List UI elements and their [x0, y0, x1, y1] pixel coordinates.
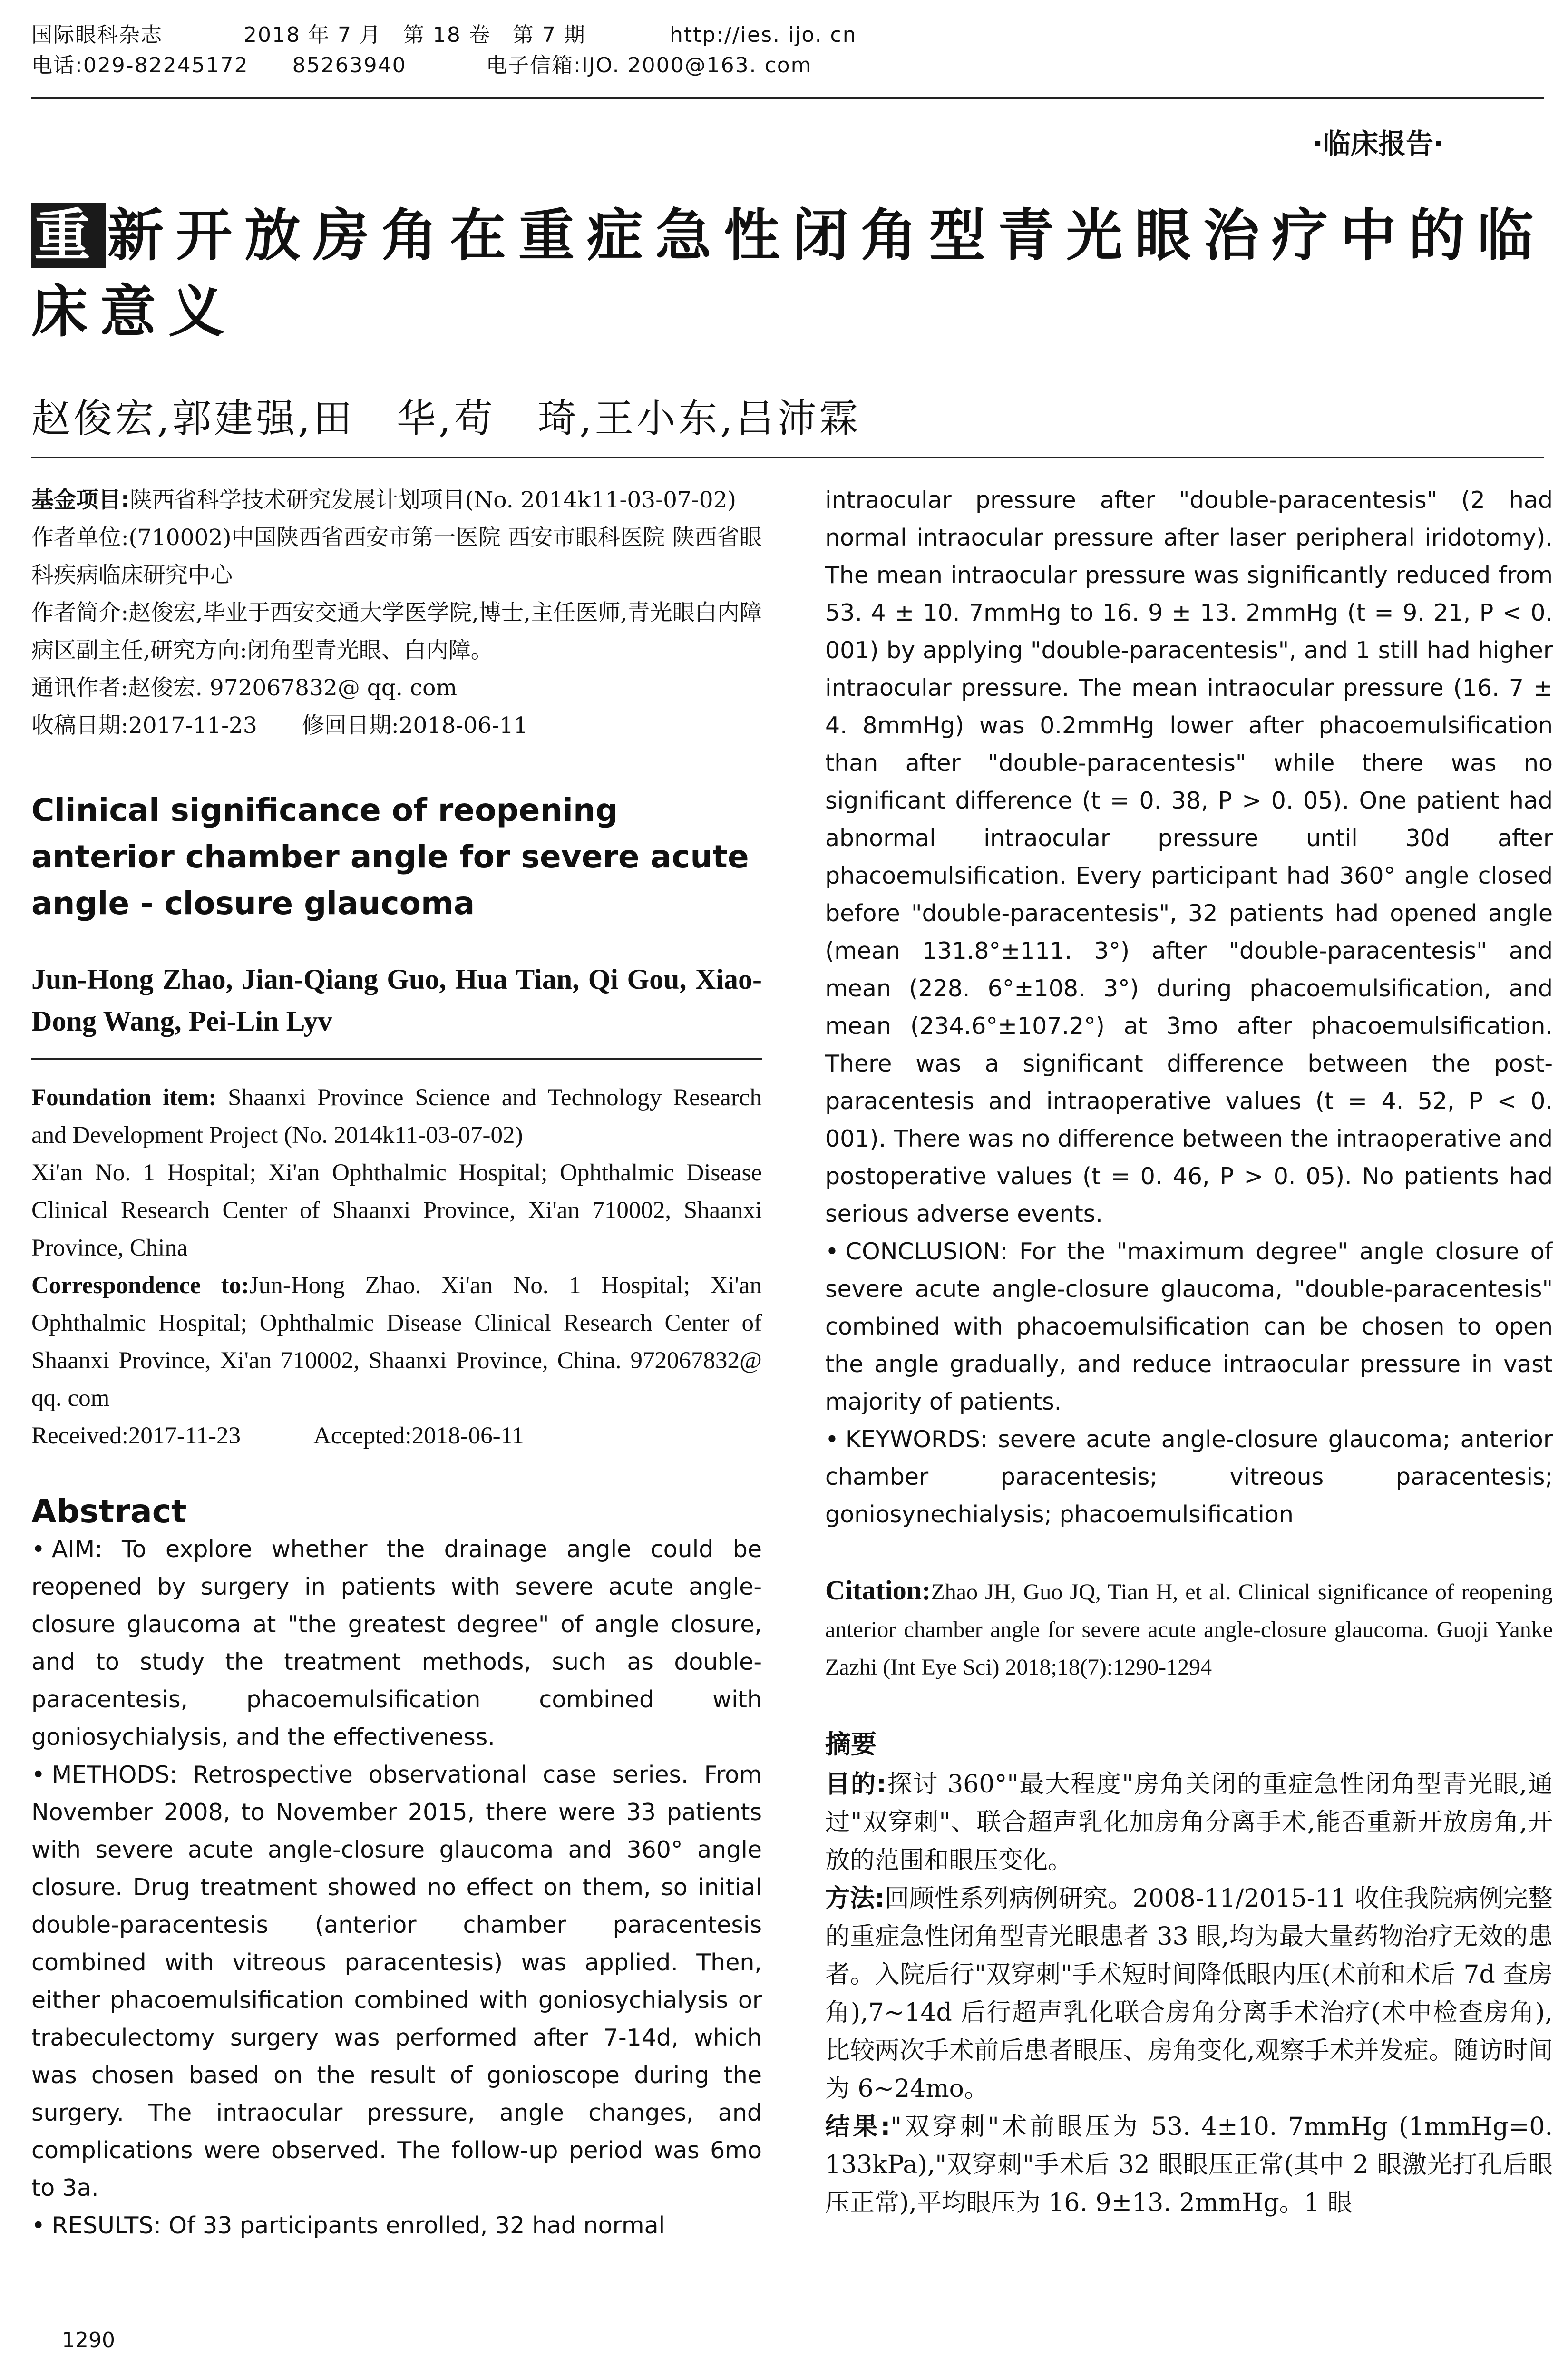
abstract-conclusion: • CONCLUSION: For the "maximum degree" angle closure of severe acute angle-closure glaucoma, "double-paracentesis" combined with phacoemulsification can be chosen to open the angle gradually, and reduce intraocular pressure in vast majority of patients.	[825, 1233, 1553, 1421]
page-number: 1290	[62, 2328, 115, 2352]
title-first-char: 重	[31, 203, 106, 268]
citation-text: Zhao JH, Guo JQ, Tian H, et al. Clinical significance of reopening anterior chamber angle for severe acute angle-closure glaucoma. Guoji Yanke Zazhi (Int Eye Sci) 2018;18(7):1290-1294	[825, 1579, 1553, 1680]
abstract-results-cont: intraocular pressure after "double-paracentesis" (2 had normal intraocular pressure after laser peripheral iridotomy). The mean intraocular pressure was significantly reduced from 53. 4 ± 10. 7mmHg to 16. 9 ± 13. 2mmHg (t = 9. 21, P < 0. 001) by applying "double-paracentesis", and 1 still had higher intraocular pressure. The mean intraocular pressure (16. 7 ± 4. 8mmHg) was 0.2mmHg lower after phacoemulsification than after "double-paracentesis" while there was no significant difference (t = 0. 38, P > 0. 05). One patient had abnormal intraocular pressure until 30d after phacoemulsification. Every participant had 360° angle closed before "double-paracentesis", 32 patients had opened angle (mean 131.8°±111. 3°) after "double-paracentesis" and mean (228. 6°±108. 3°) during phacoemulsification, and mean (234.6°±107.2°) at 3mo after phacoemulsification. There was a significant difference between the post-paracentesis and intraoperative values (t = 4. 52, P < 0. 001). There was no difference between the intraoperative and postoperative values (t = 0. 46, P > 0. 05). No patients had serious adverse events.	[825, 487, 1553, 1227]
correspondence-cn: 通讯作者:赵俊宏. 972067832@ qq. com	[31, 675, 458, 701]
correspondence-en-text: Jun-Hong Zhao. Xi'an No. 1 Hospital; Xi'an Ophthalmic Hospital; Ophthalmic Disease Clinical Research Center of Shaanxi Province, Xi'an 710002, Shaanxi Province, China. 972067832@ qq. com	[31, 1272, 762, 1412]
title-rest: 新开放房角在重症急性闭角型青光眼治疗中的临床意义	[31, 203, 1546, 344]
author-bio-cn: 作者简介:赵俊宏,毕业于西安交通大学医学院,博士,主任医师,青光眼白内障病区副主任,研究方向:闭角型青光眼、白内障。	[31, 600, 762, 663]
cn-methods: 回顾性系列病例研究。2008-11/2015-11 收住我院病例完整的重症急性闭角型青光眼患者 33 眼,均为最大量药物治疗无效的患者。入院后行"双穿刺"手术短时间降低眼内压(术前和术后 7d 查房角),7~14d 后行超声乳化联合房角分离手术治疗(术中检查房角),比较两次手术前后患者眼压、房角变化,观察手术并发症。随访时间为 6~24mo。	[825, 1884, 1553, 2103]
journal-url: http://ies. ijo. cn	[670, 23, 857, 47]
abstract-methods: • METHODS: Retrospective observational case series. From November 2008, to November 2015, there were 33 patients with severe acute angle-closure glaucoma and 360° angle closure. Drug treatment showed no effect on them, so initial double-paracentesis (anterior chamber paracentesis combined with vitreous paracentesis) was applied. Then, either phacoemulsification combined with goniosychialysis or trabeculectomy surgery was performed after 7-14d, which was chosen based on the result of gonioscope during the surgery. The intraocular pressure, angle changes, and complications were observed. The follow-up period was 6mo to 3a.	[31, 1756, 762, 2207]
cn-aim-label: 目的:	[825, 1770, 886, 1799]
cn-abstract-body	[825, 1765, 1553, 2222]
cn-abstract-heading: 摘要	[825, 1729, 877, 1759]
journal-header	[31, 20, 1544, 81]
cn-aim: 探讨 360°"最大程度"房角关闭的重症急性闭角型青光眼,通过"双穿刺"、联合超声乳化加房角分离手术,能否重新开放房角,开放的范围和眼压变化。	[825, 1770, 1553, 1875]
foundation-cn-label: 基金项目:	[31, 487, 130, 513]
article-title	[31, 197, 1553, 350]
citation-label: Citation:	[825, 1575, 931, 1606]
journal-name: 国际眼科杂志	[31, 23, 163, 47]
title-rule	[31, 457, 1544, 458]
foundation-en-label: Foundation item:	[31, 1084, 217, 1111]
journal-email: 电子信箱:IJO. 2000@163. com	[486, 53, 812, 78]
english-authors: Jun-Hong Zhao, Jian-Qiang Guo, Hua Tian, Qi Gou, Xiao-Dong Wang, Pei-Lin Lyv	[31, 964, 762, 1037]
abstract-results-start: • RESULTS: Of 33 participants enrolled, 32 had normal	[31, 2207, 762, 2244]
english-title: Clinical significance of reopening anterior chamber angle for severe acute angle - closure glaucoma	[31, 792, 749, 922]
abstract-heading: Abstract	[31, 1493, 187, 1530]
authors-cn: 赵俊宏,郭建强,田 华,苟 琦,王小东,吕沛霖	[31, 396, 861, 441]
left-column	[31, 481, 762, 2244]
abstract-keywords: • KEYWORDS: severe acute angle-closure glaucoma; anterior chamber paracentesis; vitreous paracentesis; goniosynechialysis; phacoemulsification	[825, 1421, 1553, 1533]
affiliation-en: Xi'an No. 1 Hospital; Xi'an Ophthalmic Hospital; Ophthalmic Disease Clinical Research Center of Shaanxi Province, Xi'an 710002, Shaanxi Province, China	[31, 1159, 762, 1261]
right-column	[825, 481, 1553, 2222]
cn-results-label: 结果:	[825, 2113, 891, 2141]
section-tag: ·临床报告·	[1313, 127, 1444, 160]
abstract-body-left	[31, 1530, 762, 2244]
header-rule	[31, 97, 1544, 99]
received-accepted: Received:2017-11-23 Accepted:2018-06-11	[31, 1422, 524, 1449]
authors-rule	[31, 1058, 762, 1060]
correspondence-en-label: Correspondence to:	[31, 1272, 250, 1299]
dates-cn: 收稿日期:2017-11-23 修回日期:2018-06-11	[31, 712, 528, 739]
journal-issue: 2018 年 7 月 第 18 卷 第 7 期	[243, 23, 586, 47]
journal-phone: 电话:029-82245172 85263940	[31, 53, 407, 78]
citation	[825, 1571, 1553, 1686]
cn-methods-label: 方法:	[825, 1884, 885, 1913]
abstract-aim: • AIM: To explore whether the drainage angle could be reopened by surgery in patients with severe acute angle-closure glaucoma at "the greatest degree" of angle closure, and to study the treatment methods, such as double-paracentesis, phacoemulsification combined with goniosychialysis, and the effectiveness.	[31, 1530, 762, 1756]
foundation-en-text: Shaanxi Province Science and Technology Research and Development Project (No. 2014k11-03-07-02)	[31, 1084, 762, 1149]
english-meta	[31, 1079, 762, 1455]
foundation-cn-text: 陕西省科学技术研究发展计划项目(No. 2014k11-03-07-02)	[129, 487, 736, 513]
cn-results: "双穿刺"术前眼压为 53. 4±10. 7mmHg (1mmHg=0. 133kPa),"双穿刺"手术后 32 眼眼压正常(其中 2 眼激光打孔后眼压正常),平均眼压为 16. 9±13. 2mmHg。1 眼	[825, 2113, 1553, 2217]
cn-meta	[31, 481, 762, 744]
affiliation-cn: 作者单位:(710002)中国陕西省西安市第一医院 西安市眼科医院 陕西省眼科疾病临床研究中心	[31, 525, 762, 588]
abstract-body-right	[825, 481, 1553, 1533]
